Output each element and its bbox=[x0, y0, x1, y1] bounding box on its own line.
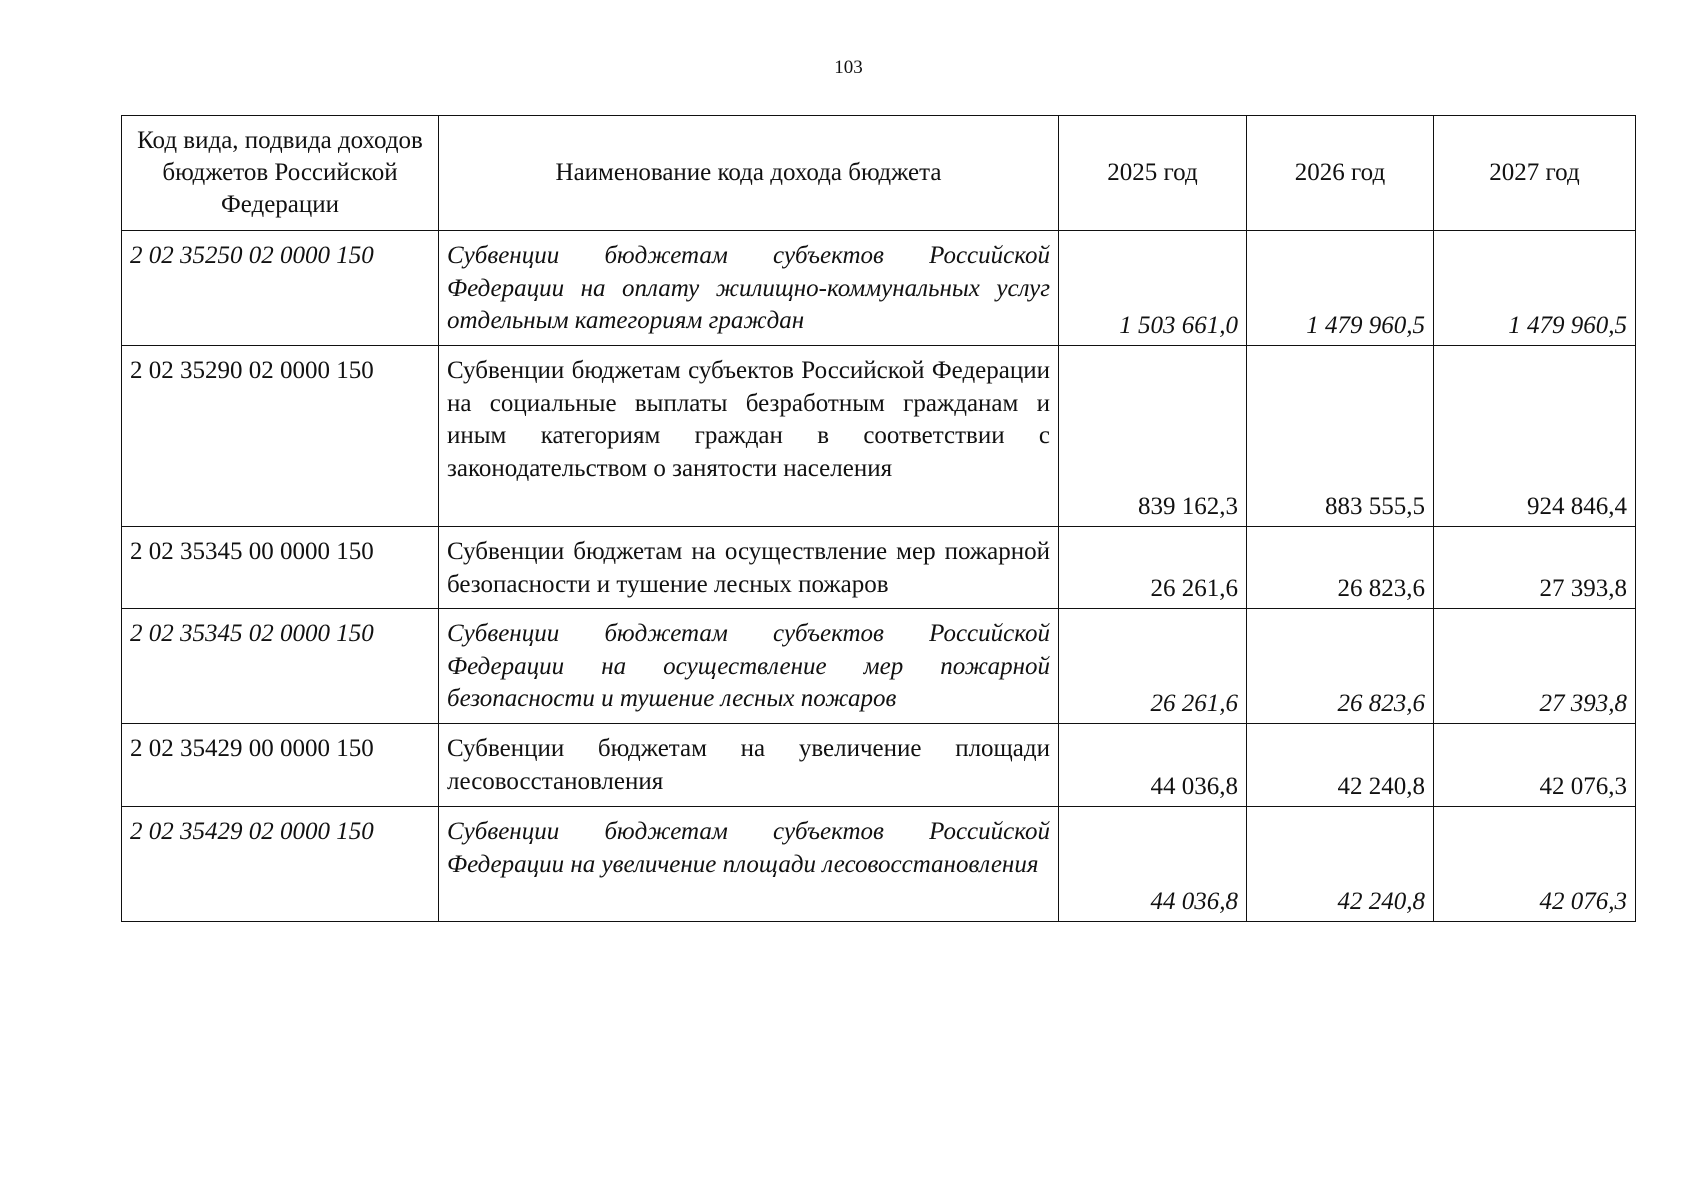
value-2027: 42 076,3 bbox=[1434, 807, 1636, 922]
value-2026: 42 240,8 bbox=[1247, 807, 1434, 922]
revenue-code: 2 02 35250 02 0000 150 bbox=[122, 231, 439, 346]
revenue-name: Субвенции бюджетам субъектов Российской Федерации на социальные выплаты безработным гражданам и иным категориям граждан в соответствии с законодательством о занятости населения bbox=[439, 346, 1059, 527]
table-row bbox=[122, 609, 1636, 724]
revenue-name: Субвенции бюджетам на осуществление мер пожарной безопасности и тушение лесных пожаров bbox=[439, 527, 1059, 609]
value-2027: 1 479 960,5 bbox=[1434, 231, 1636, 346]
budget-revenue-table bbox=[121, 115, 1636, 922]
revenue-code: 2 02 35290 02 0000 150 bbox=[122, 346, 439, 527]
revenue-name: Субвенции бюджетам на увеличение площади лесовосстановления bbox=[439, 724, 1059, 807]
value-2025: 839 162,3 bbox=[1059, 346, 1247, 527]
table-row bbox=[122, 231, 1636, 346]
value-2027: 27 393,8 bbox=[1434, 609, 1636, 724]
revenue-name: Субвенции бюджетам субъектов Российской Федерации на осуществление мер пожарной безопасности и тушение лесных пожаров bbox=[439, 609, 1059, 724]
header-year-2025: 2025 год bbox=[1059, 116, 1247, 231]
value-2025: 44 036,8 bbox=[1059, 724, 1247, 807]
revenue-name: Субвенции бюджетам субъектов Российской Федерации на увеличение площади лесовосстановления bbox=[439, 807, 1059, 922]
value-2026: 883 555,5 bbox=[1247, 346, 1434, 527]
table-row bbox=[122, 527, 1636, 609]
revenue-code: 2 02 35429 00 0000 150 bbox=[122, 724, 439, 807]
value-2026: 26 823,6 bbox=[1247, 527, 1434, 609]
revenue-code: 2 02 35345 00 0000 150 bbox=[122, 527, 439, 609]
value-2027: 27 393,8 bbox=[1434, 527, 1636, 609]
header-year-2026: 2026 год bbox=[1247, 116, 1434, 231]
revenue-code: 2 02 35429 02 0000 150 bbox=[122, 807, 439, 922]
value-2025: 26 261,6 bbox=[1059, 527, 1247, 609]
table-row bbox=[122, 807, 1636, 922]
value-2025: 1 503 661,0 bbox=[1059, 231, 1247, 346]
value-2027: 42 076,3 bbox=[1434, 724, 1636, 807]
page-number: 103 bbox=[834, 57, 863, 78]
value-2026: 1 479 960,5 bbox=[1247, 231, 1434, 346]
table-row bbox=[122, 724, 1636, 807]
value-2026: 42 240,8 bbox=[1247, 724, 1434, 807]
value-2025: 44 036,8 bbox=[1059, 807, 1247, 922]
header-year-2027: 2027 год bbox=[1434, 116, 1636, 231]
header-name: Наименование кода дохода бюджета bbox=[439, 116, 1059, 231]
value-2027: 924 846,4 bbox=[1434, 346, 1636, 527]
value-2025: 26 261,6 bbox=[1059, 609, 1247, 724]
revenue-code: 2 02 35345 02 0000 150 bbox=[122, 609, 439, 724]
table-row bbox=[122, 346, 1636, 527]
revenue-name: Субвенции бюджетам субъектов Российской Федерации на оплату жилищно-коммунальных услуг отдельным категориям граждан bbox=[439, 231, 1059, 346]
header-code: Код вида, подвида доходов бюджетов Российской Федерации bbox=[122, 116, 439, 231]
value-2026: 26 823,6 bbox=[1247, 609, 1434, 724]
table-header-row bbox=[122, 116, 1636, 231]
